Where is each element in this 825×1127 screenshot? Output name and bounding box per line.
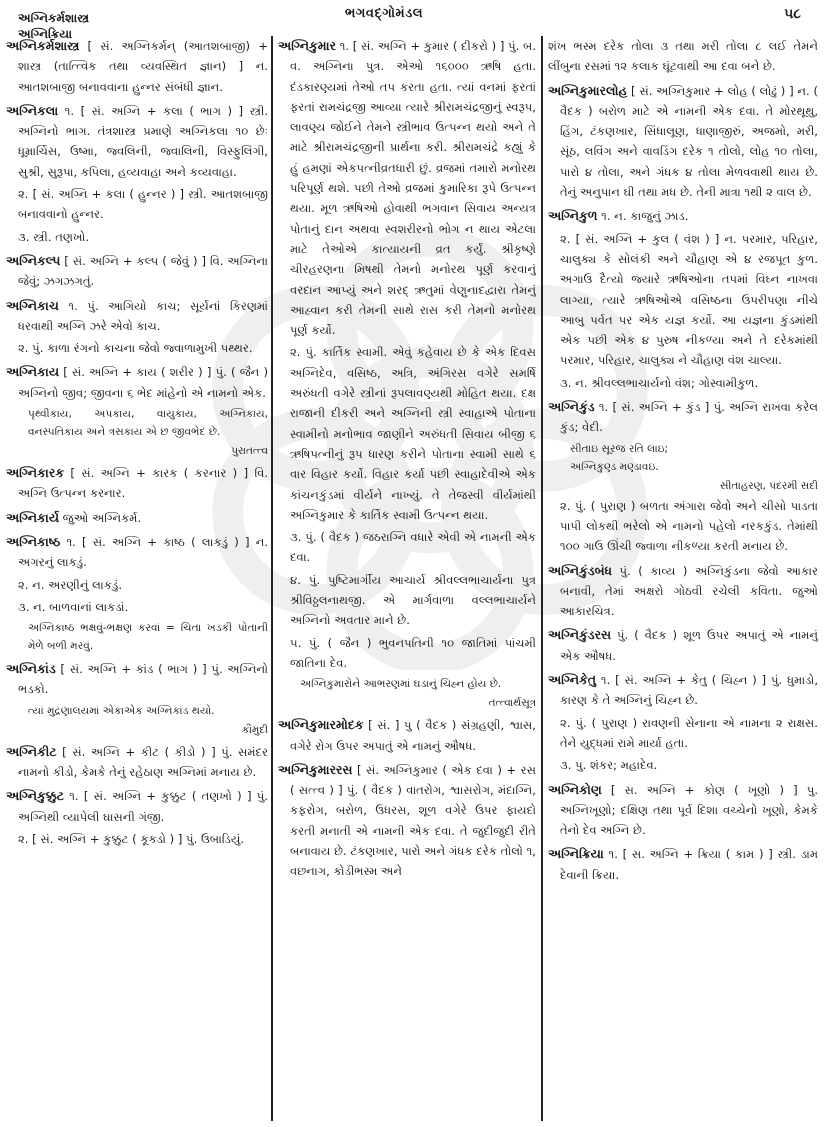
column-rule [541, 36, 543, 1121]
sense: ૩. ન. બાળવાનાં લાકડાં. [18, 599, 129, 614]
sense: ૩. પુ. શંકર; મહાદેવ. [560, 758, 658, 773]
sense: ૩. સ્ત્રી. તણખો. [18, 229, 90, 244]
guide-word-first: અગ્નિકર્મશાસ્ત્ર [18, 11, 90, 25]
etymology: [ સં. અગ્નિ + કાંડ ( ભાગ ) ] [60, 662, 207, 677]
definition: પું. ( વૈદક ) વાતરોગ, શ્વાસરોગ, મંદાગ્નિ, કફરોગ, બરોળ, ઉધરસ, શૂળ વગેરે ઉપર ફાયદો કરતી મનાતી એ નામની એક દવા. તે જુદીજુદી રીતે બનાવાય છે. ટંકણખાર, પારો અને ગંધક દરેક તોલો ૧, વછનાગ, કોડીભસ્મ અને [290, 783, 536, 879]
dictionary-entry [6, 659, 268, 738]
definition: પું. અગ્નિ રાખવા કરેલ કુંડ; વેદી. [560, 400, 818, 435]
dictionary-entry [548, 81, 818, 203]
dictionary-entry [548, 844, 818, 885]
headword: અગ્નિકાંડ [6, 661, 56, 677]
cross-reference: જુઓ અગ્નિકર્મ. [62, 510, 142, 525]
dictionary-entry [278, 36, 536, 711]
etymology: ૧. [ સં. અગ્નિ + કુક્કુટ ( તણખો ) ] [69, 789, 252, 804]
headword: અગ્નિકાય [6, 364, 59, 380]
dictionary-entry [6, 463, 268, 504]
citation-quote: ત્યાં મુદ્રણાલયમાં એકાએક અગ્નિકાંડ થયો. [28, 704, 215, 717]
etymology: ૧. [ સં. અગ્નિ + કાષ્ઠ ( લાકડું ) ] [66, 534, 250, 549]
dictionary-entry [6, 786, 268, 849]
sense: ૨. ન. અરણીનું લાકડું. [18, 577, 122, 592]
headword: અગ્નિકલ્પ [6, 252, 61, 268]
dictionary-entry [6, 362, 268, 459]
dictionary-entry [548, 625, 818, 666]
sense: ૨. [ સં. અગ્નિ + કુલ ( વંશ ) ] ન. પરમાર, પરિહાર, ચાલુક્ય કે સોલંકી અને ચૌહાણ એ ૪ રજપૂત કુળ. અગાઉ દૈત્યો જ્યારે ઋષિઓના તપમાં વિઘ્ન નાખવા લાગ્યા, ત્યારે ઋષિઓએ વસિષ્ઠના ઉપરીપણા નીચે આબુ પર્વત પર એક યજ્ઞ કર્યો. આ યજ્ઞના કુંડમાંથી એક પછી એક ૪ પુરુષ નીકળ્યા અને તે દરેકમાંથી પરમાર, પરિહાર, ચાલુક્ય ને ચૌહાણ વંશ ચાલ્યા. [560, 231, 818, 368]
definition: પું. બ. વ. અગ્નિના પુત્ર. એઓ ૧૬૦૦૦ ઋષિ હતા. દંડકારણ્યમાં તેઓ તપ કરતા હતા. ત્યાં વનમાં ફરતાં ફરતાં રામચંદ્રજી આવ્યા ત્યારે શ્રીરામચંદ્રજીનું સ્વરૂપ, લાવણ્ય જોઈને તેમને સ્ત્રીભાવ ઉત્પન્ન થયો અને તે માટે શ્રીરામચંદ્રજીની પ્રાર્થના કરી. શ્રીરામચંદ્રે કહ્યું કે હું હમણાં એકપત્નીવ્રતધારી છું. વ્રજમાં તમારો મનોરથ પરિપૂર્ણ થશે. પછી તેઓ વ્રજમાં કુમારિકા રૂપે ઉત્પન્ન થયા. મૂળ ઋષિઓ હોવાથી ભગવાન સિવાય અન્યત્ર પોતાનું દાન અથવા સ્વશરીરનો ભોગ ન થાય એટલા માટે તેઓએ કાત્યાયની વ્રત કર્યું. શ્રીકૃષ્ણે ચીરહરણના મિષથી તેમનો મનોરથ પૂર્ણ કરવાનું વરદાન આપ્યું અને શરદ્ ઋતુમાં વેણુનાદદ્વારા તેમનું આહ્વાન કરી તેમની સાથે રાસ કરી તેમનો મનોરથ પૂર્ણ કર્યો. [290, 39, 536, 338]
etymology: [ સં. અગ્નિકુમાર + લોહ ( લોઢું ) ] [631, 83, 794, 98]
continued-text: શંખ ભસ્મ દરેક તોલા ૩ તથા મરી તોલા ૮ લઈ તેમને લીંબુના રસમાં ૧૨ કલાક ઘૂંટવાથી આ દવા બને છે. [548, 39, 818, 74]
sense: ૨. પું. કાર્તિક સ્વામી. એવું કહેવાય છે કે એક દિવસ અગ્નિદેવ, વસિષ્ઠ, અત્રિ, અંગિરસ વગેરે સમર્ષિ અરુંધતી વગેરે સ્ત્રીનાં રૂપલાવણ્યથી મોહિત થયા. દક્ષ રાજાની દીકરી અને અગ્નિની સ્ત્રી સ્વાહાએ પોતાના સ્વામીનો મનોભાવ જાણીને અરુંધતી સિવાય બીજી ૬ ઋષિપત્નીનું રૂપ ધારણ કરીને પોતાના સ્વામી સાથે ૬ વાર વિહાર કર્યો. વિહાર કર્યા પછી સ્વાહાદેવીએ એક કાંચનકુંડમાં વીર્યને નાખ્યું. તે તેજસ્વી વીર્યમાંથી અગ્નિકુમાર કે કાર્તિક સ્વામી ઉત્પન્ન થયા. [290, 345, 536, 522]
dictionary-entry [548, 670, 818, 775]
citation-quote: અગ્નિકુમારોને આભરણમાં ઘડાનું ચિહ્ન હોય છે. [300, 678, 502, 691]
etymology: પું. ( વૈદક ) [617, 628, 678, 643]
dictionary-entry [6, 742, 268, 783]
headword: અગ્નિકાષ્ઠ [6, 533, 61, 549]
sense: ૨. પું. ( પુરાણ ) રાવણની સેનાના એ નામના ૨ રાક્ષસ. તેને યુદ્ધમાં રામે માર્યા હતા. [560, 715, 818, 750]
dictionary-entry [6, 36, 268, 97]
definition: ન. આતશબાજી બનાવવાના હુન્નર સંબંધી જ્ઞાન. [18, 59, 268, 94]
dictionary-entry [548, 397, 818, 556]
definition: સંગ્રહણી, શ્વાસ, વગેરે રોગ ઉપર અપાતું એ નામનું ઔષધ. [290, 718, 536, 753]
headword: અગ્નિકેતુ [548, 672, 597, 688]
definition: પું. સમંદર નામનો કીડો, કેમકે તેનું રહેઠાણ અગ્નિમાં મનાય છે. [18, 744, 268, 780]
column-2 [278, 36, 536, 1121]
definition: અગ્નિકુંડના જેવો આકાર બનાવી, તેમાં અક્ષરો ગોઠવી રચેલી કવિતા. જુઓ આકારચિત્ર. [560, 563, 818, 619]
etymology: [ સં. અગ્નિ + કારક ( કરનાર ) ] [70, 466, 249, 481]
headword: અગ્નિકુમારલોહ [548, 82, 628, 98]
etymology: [ સ. અગ્નિ + કોણ ( ખૂણો ) ] [610, 782, 798, 797]
etymology: [ સં. ] પુ ( વૈદક ) [368, 718, 457, 733]
headword: અગ્નિકર્મશાસ્ત્ર [6, 38, 80, 53]
definition: શૂળ ઉપર અપાતું એ નામનું એક ઔષધ. [560, 628, 818, 663]
dictionary-entry [6, 532, 268, 655]
headword: અગ્નિકુંડબંધ [548, 562, 612, 578]
sense: ૨. પું. કાળા રંગનો કાચના જેવો જ્વાળામુખી પથ્થર. [18, 341, 253, 356]
dictionary-entry [548, 206, 818, 393]
etymology: પું. ( કાવ્ય ) [619, 563, 688, 578]
headword: અગ્નિકાચ [6, 297, 59, 313]
etymology: ૧. [ સં. અગ્નિ + કલા ( ભાગ ) ] [64, 103, 244, 118]
column-3 [548, 36, 818, 1121]
definition: વિ. અગ્નિ ઉત્પન્ન કરનાર. [18, 466, 268, 501]
etymology: [ સં. અગ્નિ + કલ્પ ( જેવું ) ] [64, 253, 206, 268]
column-rule [271, 36, 273, 1121]
etymology: [ સં. અગ્નિકુમાર ( એક દવા ) + રસ ( સત્ત્વ ) ] [290, 762, 536, 798]
etymology: ૧. [ સં. અગ્નિ + કુમાર ( દીકરો ) ] [339, 39, 505, 53]
etymology: ૧. પું. [68, 298, 99, 313]
dictionary-entry [278, 715, 536, 756]
citation-quote: પૃથ્વીકાય, અપકાય, વાયુકાય, અગ્નિકાય, વનસ્પતિકાય અને ત્રસકાય એ છ જીવભેદ છે. [28, 408, 268, 439]
citation-quote-line: સીતાઇ સૂરજ રતિ લાઇ; [570, 442, 669, 455]
sense: ૩. પું. ( વૈદક ) જઠરાગ્નિ વધારે એવી એ નામની એક દવા. [290, 530, 536, 565]
definition: સ્ત્રી. અગ્નિનો ભાગ. તંત્રશાસ્ત્ર પ્રમાણે અગ્નિકલા ૧૦ છેઃ ધૂમ્રાર્ચિસ, ઉષ્મા, જ્વલિની, જ્વાલિની, વિસ્ફુલિંગી, સુશ્રી, સુરૂપા, કપિલા, હવ્યવાહા અને કવ્યવાહા. [18, 103, 268, 179]
definition: પુ. અગ્નિખૂણો; દક્ષિણ તથા પૂર્વ દિશા વચ્ચેનો ખૂણો, કેમકે તેનો દેવ અગ્નિ છે. [560, 782, 818, 838]
dictionary-entry [548, 780, 818, 841]
dictionary-entry [6, 101, 268, 247]
citation-source: કૌમુદી [241, 723, 268, 736]
etymology: [ સં. અગ્નિ + કીટ ( કીડો ) ] [62, 744, 216, 759]
etymology: ૧. [ સ. અગ્નિ + ક્રિયા ( કામ ) ] [608, 847, 773, 862]
definition: પું. ( જૈન ) અગ્નિનો જીવ; જીવના ૬ ભેદ માંહેનો એ નામનો એક. [18, 365, 268, 400]
etymology: ૧. ન. [601, 209, 627, 224]
citation-source: તત્ત્વાર્થસૂત્ર [488, 697, 536, 710]
definition: વિ. અગ્નિના જેવું; ઝગઝગતું. [18, 253, 268, 289]
dictionary-entry [548, 561, 818, 622]
headword: અગ્નિકીટ [6, 743, 57, 759]
sense: ૨. [ સં. અગ્નિ + કલા ( હુન્નર ) ] સ્ત્રી. આતશબાજી બનાવવાનો હુન્નર. [18, 187, 268, 222]
sense: ૪. પું. પુષ્ટિમાર્ગીય આચાર્ય શ્રીવલ્લભાચાર્યના પુત્ર શ્રીવિઠ્ઠલનાથજી. એ માર્ગવાળા વલ્લભાચાર્યને અગ્નિનો અવતાર માને છે. [290, 572, 536, 628]
definition: પું. અગ્નિથી વ્યાપેલી ઘાસની ગંજી. [18, 789, 268, 824]
running-title: ભગવદ્ગોમંડલ [345, 6, 424, 21]
headword: અગ્નિકુંડરસ [548, 627, 612, 643]
etymology: ૧. [ સં. અગ્નિ + કુંડ ] [598, 400, 710, 415]
definition: પું. ધુમાડો, કારણ કે તે અગ્નિનું ચિહ્ન છે. [560, 673, 818, 708]
dictionary-entry [6, 296, 268, 359]
definition: પું. અગ્નિનો ભડકો. [18, 662, 268, 697]
headword: અગ્નિકુમારરસ [278, 761, 353, 777]
definition: કાજુનું ઝાડ. [630, 209, 689, 224]
definition: સ્ત્રી. ડામ દેવાની ક્રિયા. [560, 847, 818, 882]
etymology: [ સં. અગ્નિ + કાય ( શરીર ) ] [63, 365, 212, 380]
headword: અગ્નિક્રિયા [548, 846, 604, 862]
citation-source: પુરાતત્ત્વ [231, 445, 268, 458]
headword: અગ્નિકુમાર [278, 38, 336, 53]
headword: અગ્નિકુક્કુટ [6, 788, 64, 804]
column-1 [6, 36, 268, 1121]
definition: આગિયો કાચ; સૂર્યનાં કિરણમાં ધરવાથી અગ્નિ ઝરે એવો કાચ. [18, 298, 268, 333]
definition: ન. ( વૈદક ) બરોળ માટે એ નામની એક દવા. તે મોરથૂથુ, હિંગ, ટંકણખાર, સિંધાલૂણ, ધાણાજીરું, અજમો, મરી, સૂંઠ, લવિંગ અને વાવડિંગ દરેક ૧ તોલો, લોહ ૧૦ તોલા, પારો ૪ તોલા, અને ગંધક ૪ તોલા મેળવવાથી થાય છે. તેનું અનુપાન ઘી તથા મધ છે. તેની માત્રા ૧થી ૨ વાલ છે. [560, 83, 818, 200]
etymology: [ સં. અગ્નિકર્મન્ (આતશબાજી) + શાસ્ત્ર (તાત્ત્વિક તથા વ્યવસ્થિત જ્ઞાન) ] [18, 39, 268, 74]
headword: અગ્નિકુળ [548, 208, 598, 224]
headword: અગ્નિકલા [6, 102, 59, 118]
dictionary-entry [6, 251, 268, 292]
headword: અગ્નિકાર્ય [6, 509, 59, 525]
headword: અગ્નિકુંડ [548, 399, 595, 415]
etymology: ૧. [ સં. અગ્નિ + કેતુ ( ચિહ્ન ) ] [600, 673, 767, 688]
headword: અગ્નિકુમારમોદક [278, 717, 364, 733]
idiom-quote: અગ્નિકાષ્ઠ ભક્ષવું-ભક્ષણ કરવાં = ચિતા ખડકી પોતાની મેળે બળી મરવું. [28, 622, 268, 653]
dictionary-columns [0, 36, 825, 1126]
sense: ૨. પું. ( પુરાણ ) બળતા અંગારા જેવો અને ચીસો પાડતા પાપી લોકથી ભરેલો એ નામનો પહેલો નરકકુંડ. તેમાંથી ૧૦૦ ગાઉ ઊંચી જ્વાળા નીકળ્યા કરતી મનાય છે. [560, 498, 818, 554]
guide-word-last: અગ્નિક્રિયા [18, 27, 73, 41]
headword: અગ્નિકારક [6, 465, 64, 481]
sense: ૫. પું. ( જૈન ) ભુવનપતિની ૧૦ જાતિમાં પાંચમી જાતિના દેવ. [290, 635, 536, 670]
sense: ૩. ન. શ્રીવલ્લભાચાર્યનો વંશ; ગોસ્વામીકુળ. [560, 375, 759, 390]
sense: ૨. [ સં. અગ્નિ + કુક્કુટ ( કૂકડો ) ] પું. ઉબાડિયું. [18, 831, 245, 846]
definition: ન. અગરનું લાકડું. [18, 534, 268, 570]
citation-quote-line: અગ્નિકુણ્ડ મણ્ડાવઇ. [570, 460, 659, 473]
citation-source: સીતાહરણ, પંદરમી સદી [720, 479, 818, 492]
dictionary-entry [6, 508, 268, 528]
page-number: ૫૮ [784, 6, 801, 22]
dictionary-entry [278, 760, 536, 882]
headword: અગ્નિકોણ [548, 781, 602, 797]
